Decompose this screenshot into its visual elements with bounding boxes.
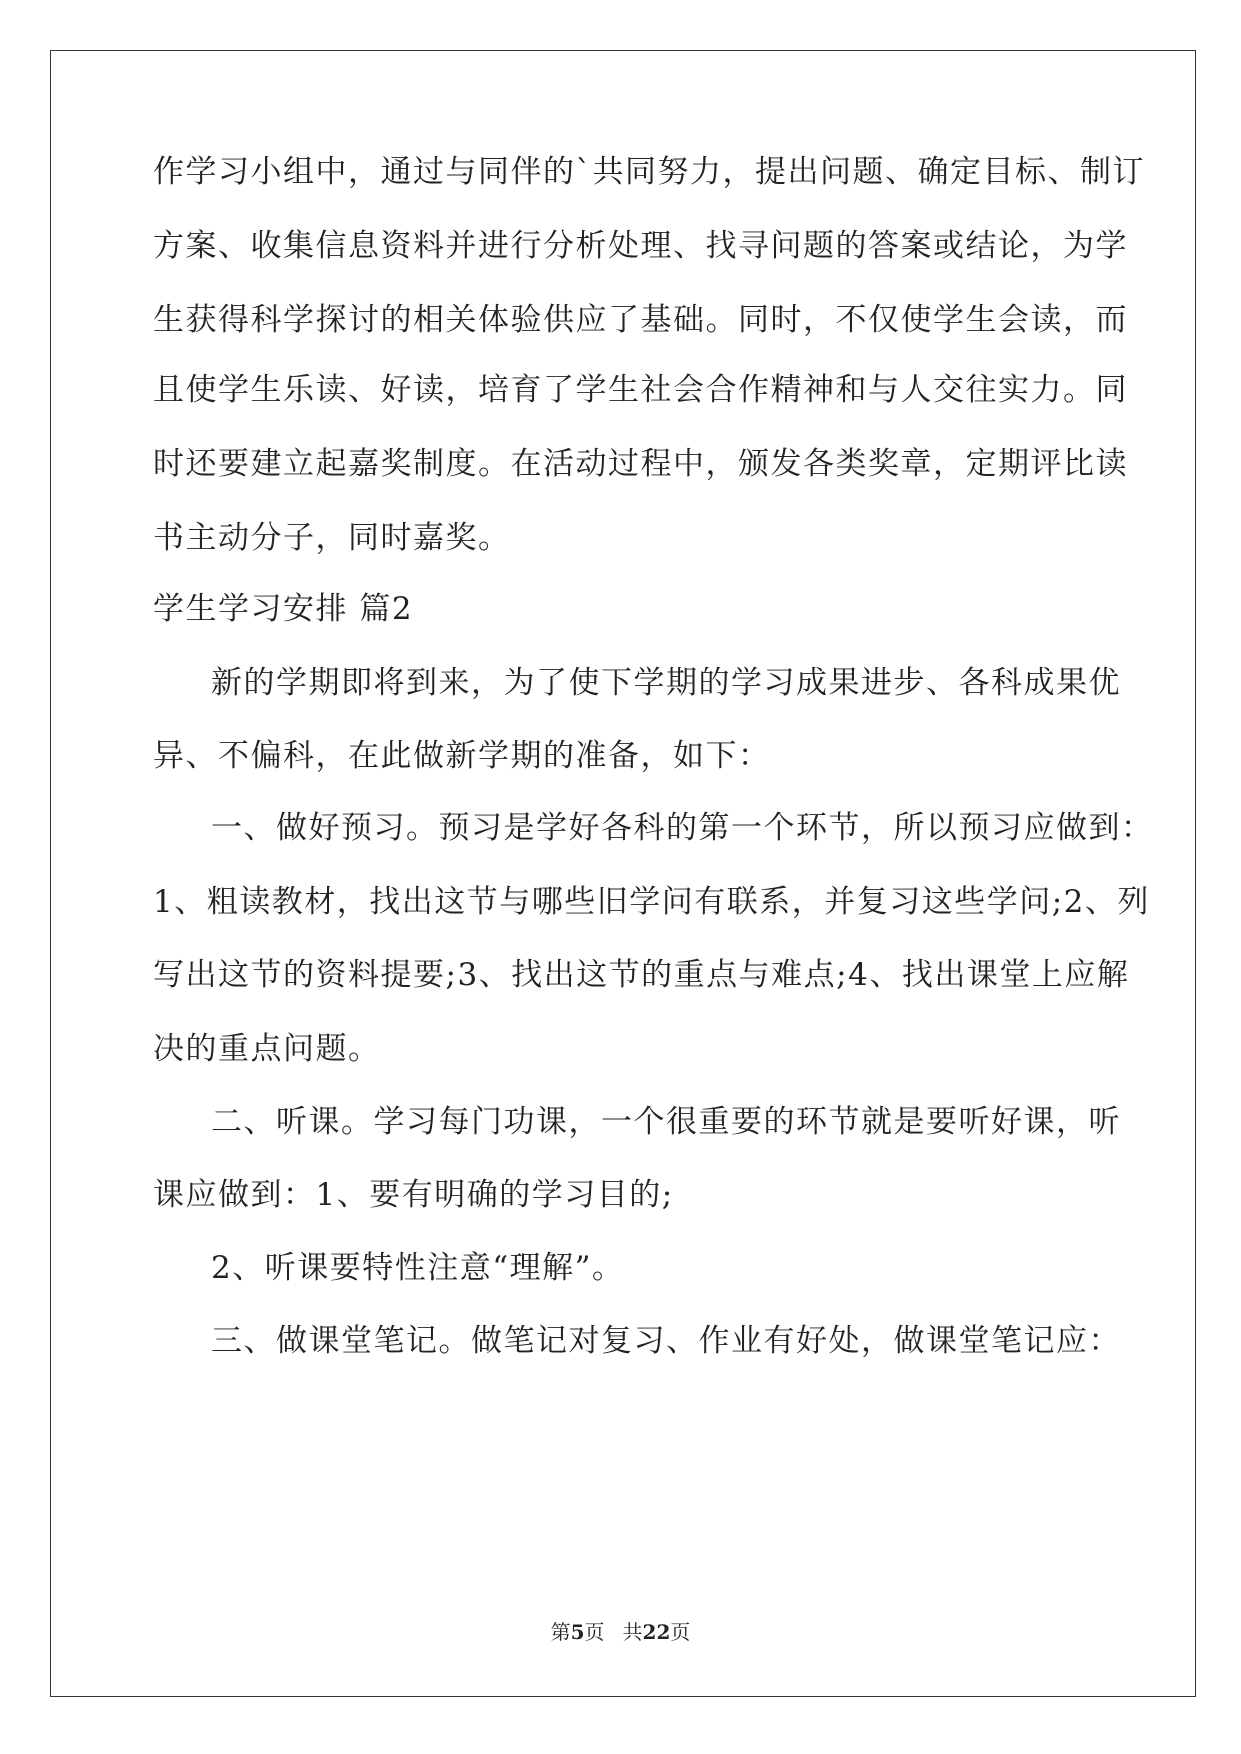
paragraph-line: 课应做到：1、要有明确的学习目的; (153, 1177, 674, 1213)
paragraph-line: 二、听课。学习每门功课，一个很重要的环节就是要听好课，听 (211, 1104, 1121, 1140)
paragraph-line: 书主动分子，同时嘉奖。 (153, 520, 511, 556)
paragraph-line: 新的学期即将到来，为了使下学期的学习成果进步、各科成果优 (211, 665, 1121, 701)
paragraph-line: 异、不偏科，在此做新学期的准备，如下： (153, 738, 771, 774)
paragraph-line: 三、做课堂笔记。做笔记对复习、作业有好处，做课堂笔记应： (211, 1323, 1121, 1359)
paragraph-line: 写出这节的资料提要;3、找出这节的重点与难点;4、找出课堂上应解 (153, 957, 1130, 993)
section-heading: 学生学习安排 篇2 (153, 591, 414, 627)
paragraph-line: 作学习小组中，通过与同伴的`共同努力，提出问题、确定目标、制订 (153, 154, 1145, 190)
paragraph-line: 方案、收集信息资料并进行分析处理、找寻问题的答案或结论，为学 (153, 228, 1128, 264)
paragraph-line: 1、粗读教材，找出这节与哪些旧学问有联系，并复习这些学问;2、列 (153, 884, 1150, 920)
paragraph-line: 生获得科学探讨的相关体验供应了基础。同时，不仅使学生会读，而 (153, 302, 1128, 338)
page-label-suffix: 页 (584, 1620, 605, 1644)
paragraph-line: 时还要建立起嘉奖制度。在活动过程中，颁发各类奖章，定期评比读 (153, 446, 1128, 482)
total-pages: 22 (642, 1620, 671, 1644)
paragraph-line: 且使学生乐读、好读，培育了学生社会合作精神和与人交往实力。同 (153, 372, 1128, 408)
total-label-suffix: 页 (670, 1620, 691, 1644)
total-label-prefix: 共 (622, 1620, 643, 1644)
paragraph-line: 决的重点问题。 (153, 1031, 381, 1067)
page-label-prefix: 第 (550, 1620, 571, 1644)
page-footer (0, 1619, 1241, 1645)
page-number: 5 (570, 1620, 585, 1644)
page-border (50, 50, 1196, 1697)
paragraph-line: 一、做好预习。预习是学好各科的第一个环节，所以预习应做到： (211, 810, 1154, 846)
paragraph-line: 2、听课要特性注意“理解”。 (211, 1250, 625, 1286)
